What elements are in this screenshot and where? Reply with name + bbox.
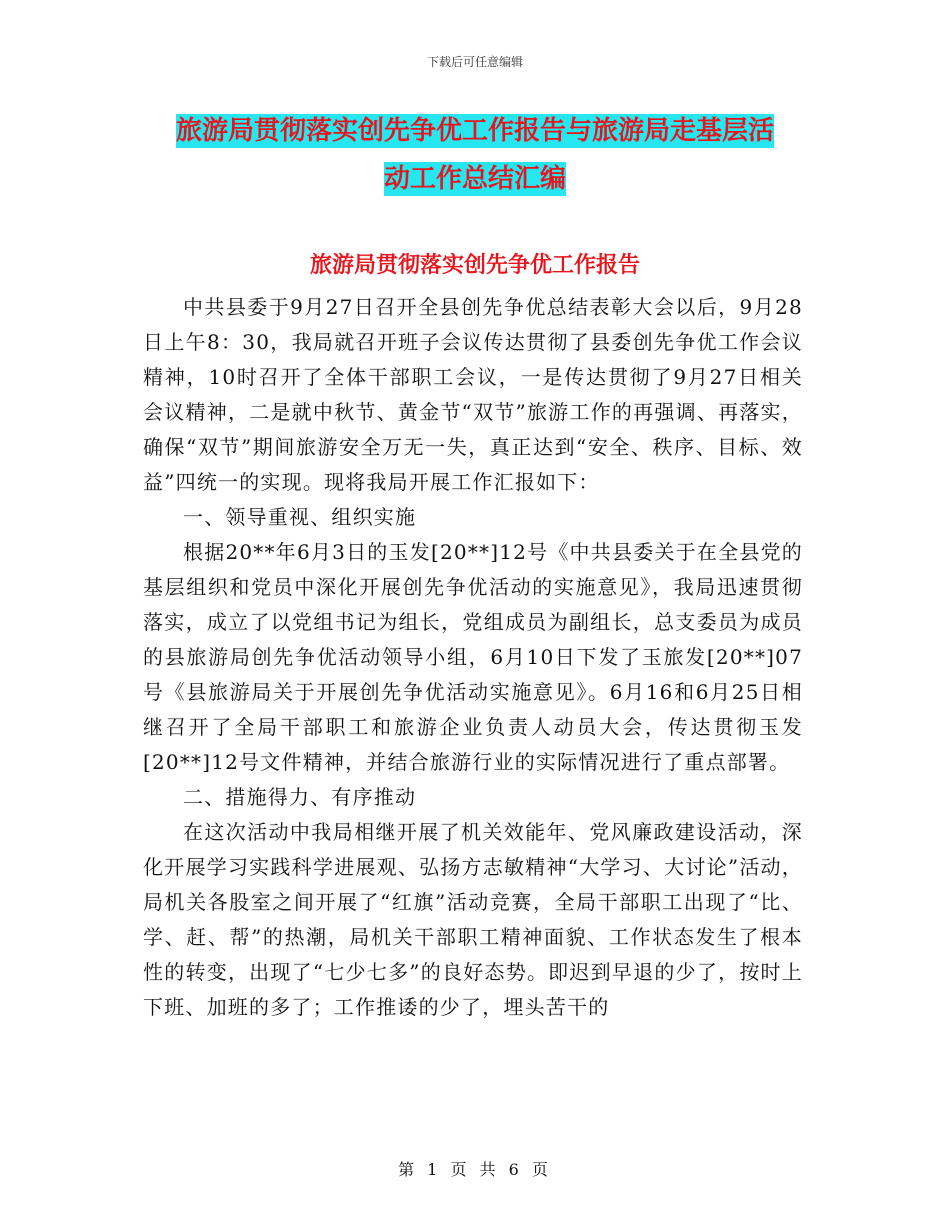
body-paragraph: 在这次活动中我局相继开展了机关效能年、党风廉政建设活动，深化开展学习实践科学进展观、弘扬方志敏精神“大学习、大讨论”活动，局机关各股室之间开展了“红旗”活动竞赛，全局干部职工出现了“比、学、赶、帮”的热潮，局机关干部职工精神面貌、工作状态发生了根本性的转变，出现了“七少七多”的良好态势。即迟到早退的少了，按时上下班、加班的多了；工作推诿的少了，埋头苦干的 [143,820,803,1019]
body-paragraph: 中共县委于9月27日召开全县创先争优总结表彰大会以后，9月28日上午8：30，我局就召开班子会议传达贯彻了县委创先争优工作会议精神，10时召开了全体干部职工会议，一是传达贯彻了9月27日相关会议精神，二是就中秋节、黄金节“双节”旅游工作的再强调、再落实，确保“双节”期间旅游安全万无一失，真正达到“安全、秩序、目标、效益”四统一的实现。现将我局开展工作汇报如下： [143,295,803,494]
header-note: 下载后可任意编辑 [426,55,523,69]
body-paragraph: 根据20**年6月3日的玉发[20**]12号《中共县委关于在全县党的基层组织和党员中深化开展创先争优活动的实施意见》，我局迅速贯彻落实，成立了以党组书记为组长，党组成员为副组长，总支委员为成员的县旅游局创先争优活动领导小组，6月10日下发了玉旅发[20**]07号《县旅游局关于开展创先争优活动实施意见》。6月16和6月25日相继召开了全局干部职工和旅游企业负责人动员大会，传达贯彻玉发[20**]12号文件精神，并结合旅游行业的实际情况进行了重点部署。 [143,540,803,774]
document-title [0,110,950,206]
page-number-footer: 第 1 页 共 6 页 [398,1160,552,1179]
document-title-line-2: 动工作总结汇编 [383,164,566,194]
body-heading-1: 一、领导重视、组织实施 [183,505,417,529]
body-heading-2: 二、措施得力、有序推动 [183,785,417,809]
section-title: 旅游局贯彻落实创先争优工作报告 [309,253,640,278]
document-title-line-1: 旅游局贯彻落实创先争优工作报告与旅游局走基层活 [175,116,774,146]
document-body [143,290,803,1025]
